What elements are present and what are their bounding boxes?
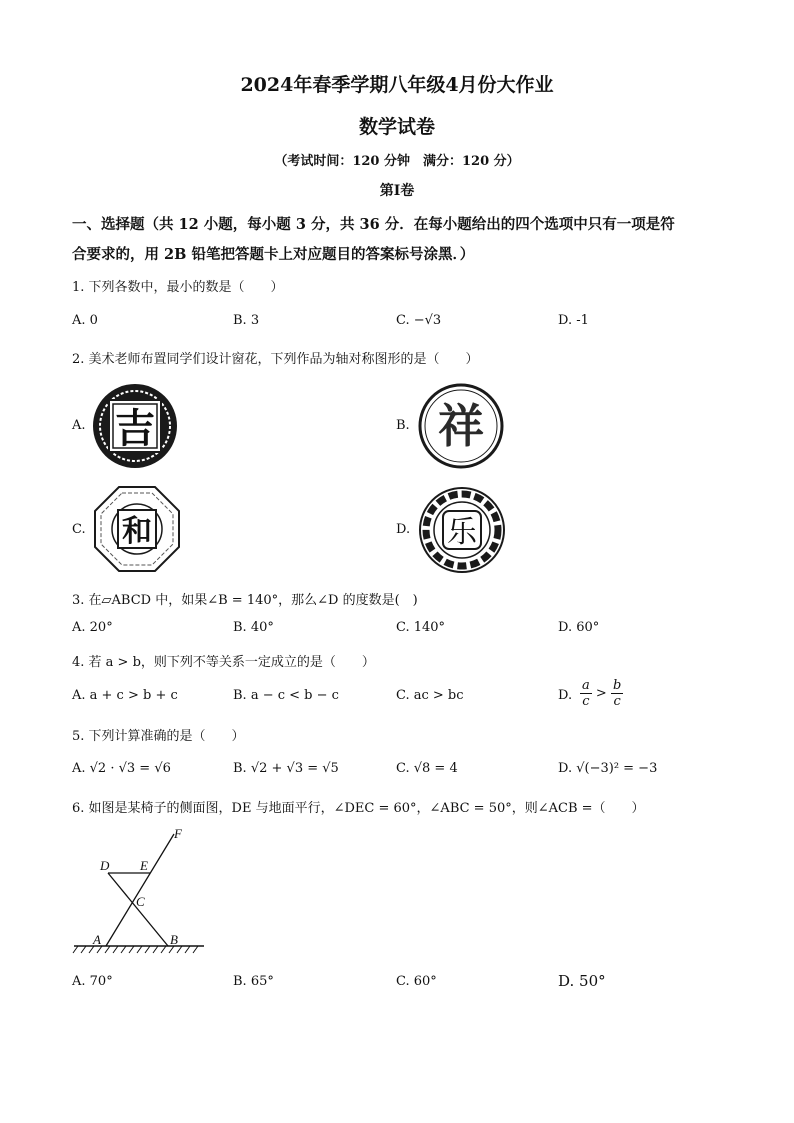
question-5-stem: 5. 下列计算准确的是（ ） (72, 729, 245, 744)
paper-cut-le-figure[interactable] (418, 486, 506, 574)
q2-option-c[interactable]: C. (72, 522, 86, 537)
q1-option-a[interactable]: A. 0 (72, 313, 98, 328)
paper-cut-ji-figure[interactable] (92, 383, 178, 469)
q3-option-b[interactable]: B. 40° (233, 620, 274, 635)
q4-option-c[interactable]: C. ac > bc (396, 688, 464, 703)
paper-cut-he-figure[interactable] (94, 486, 180, 572)
q4-option-b[interactable]: B. a − c < b − c (233, 688, 339, 703)
figure-char-he: 和 (122, 514, 152, 549)
point-label-a: A (93, 932, 101, 947)
frac2-denominator: c (613, 694, 621, 709)
q2-option-d[interactable]: D. (396, 522, 411, 537)
question-4-stem: 4. 若 a > b，则下列不等关系一定成立的是（ ） (72, 655, 375, 670)
question-6-stem: 6. 如图是某椅子的侧面图，DE 与地面平行，∠DEC = 60°，∠ABC = 50°，则∠ACB =（ ） (72, 801, 645, 816)
q2-option-a[interactable]: A. (72, 418, 86, 433)
q5-option-b[interactable]: B. √2 + √3 = √5 (233, 761, 339, 776)
point-label-d: D (100, 858, 110, 873)
q1-option-b[interactable]: B. 3 (233, 313, 260, 328)
q5-option-c[interactable]: C. √8 = 4 (396, 761, 458, 776)
question-3-stem: 3. 在▱ABCD 中，如果∠B = 140°，那么∠D 的度数是( ) (72, 593, 418, 608)
q1-option-d[interactable]: D. -1 (558, 313, 589, 328)
figure-char-le: 乐 (447, 515, 477, 550)
page-subtitle: 数学试卷 (358, 116, 435, 138)
q6-option-b[interactable]: B. 65° (233, 974, 274, 989)
point-label-b: B (170, 932, 178, 947)
exam-info: （考试时间：120 分钟 满分：120 分） (274, 154, 520, 169)
q3-option-a[interactable]: A. 20° (72, 620, 113, 635)
point-label-c: C (136, 894, 145, 909)
section-instructions-line1: 一、选择题（共 12 小题，每小题 3 分，共 36 分．在每小题给出的四个选项中只有一项是符 (72, 216, 675, 233)
q4-option-d-label: D. (558, 688, 573, 703)
figure-char-ji: 吉 (115, 406, 155, 452)
q6-option-c[interactable]: C. 60° (396, 974, 437, 989)
q2-option-b[interactable]: B. (396, 418, 410, 433)
q5-option-a[interactable]: A. √2 · √3 = √6 (72, 761, 171, 776)
frac-relation: > (595, 686, 607, 701)
q4-option-d-fraction (580, 678, 623, 709)
q3-option-d[interactable]: D. 60° (558, 620, 600, 635)
volume-label: 第Ⅰ卷 (379, 183, 415, 199)
q5-option-d[interactable]: D. √(−3)² = −3 (558, 761, 658, 776)
frac1-denominator: c (582, 694, 590, 709)
figure-char-xiang: 祥 (438, 399, 484, 453)
q4-option-d[interactable] (558, 688, 572, 703)
q4-option-a[interactable]: A. a + c > b + c (72, 688, 178, 703)
frac1-numerator: a (582, 678, 590, 693)
q6-option-a[interactable]: A. 70° (72, 974, 113, 989)
q6-option-d[interactable]: D. 50° (558, 972, 606, 990)
paper-cut-xiang-figure[interactable] (418, 383, 504, 469)
section-instructions-line2: 合要求的，用 2B 铅笔把答题卡上对应题目的答案标号涂黑．） (72, 246, 475, 263)
question-1-stem: 1. 下列各数中，最小的数是（ ） (72, 280, 284, 295)
chair-side-view-figure (70, 826, 210, 956)
q3-option-c[interactable]: C. 140° (396, 620, 446, 635)
q1-option-c[interactable]: C. −√3 (396, 313, 442, 328)
question-2-stem: 2. 美术老师布置同学们设计窗花，下列作品为轴对称图形的是（ ） (72, 352, 479, 367)
page-title: 2024年春季学期八年级4月份大作业 (240, 74, 554, 96)
point-label-e: E (140, 858, 148, 873)
frac2-numerator: b (612, 678, 622, 693)
point-label-f: F (174, 826, 182, 841)
